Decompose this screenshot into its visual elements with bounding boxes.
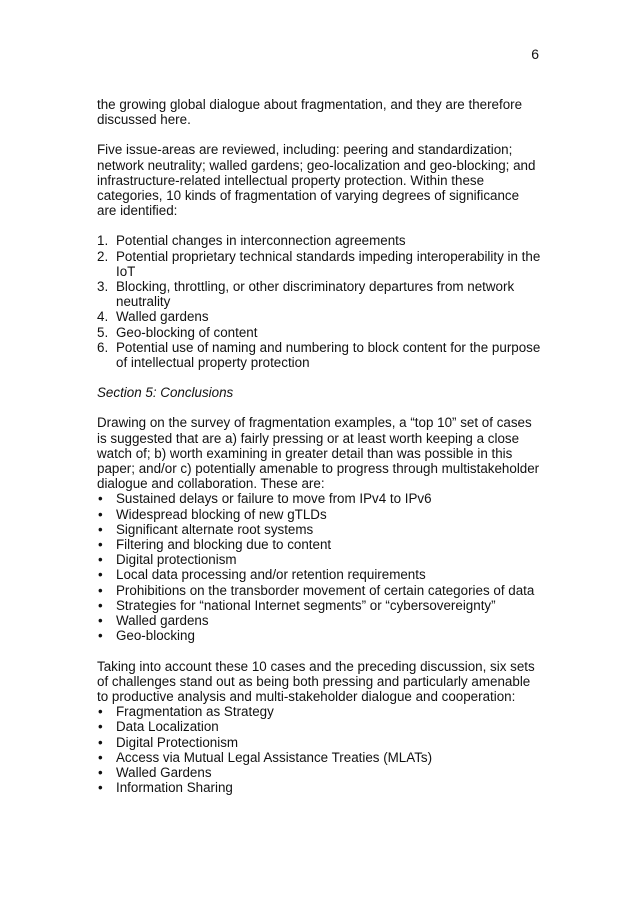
bullet-icon: •: [98, 613, 103, 629]
list-item-text: Blocking, throttling, or other discriminatory departures from network neutrality: [116, 279, 515, 310]
list-item-text: Filtering and blocking due to content: [116, 537, 332, 553]
top10-list-item: [97, 583, 542, 598]
challenge-list-item: [97, 765, 542, 780]
numbered-list-item: [97, 233, 542, 248]
list-item-text: Walled Gardens: [116, 764, 212, 780]
list-number: 3.: [97, 279, 109, 295]
bullet-icon: •: [98, 537, 103, 553]
top10-list-item: [97, 552, 542, 567]
challenge-list-item: [97, 719, 542, 734]
list-item-text: Digital Protectionism: [116, 734, 239, 750]
bullet-icon: •: [98, 749, 103, 765]
issue-areas-paragraph: Five issue-areas are reviewed, including: peering and standardization; network neutrality; walled gardens; geo-localization and geo-blocking; and infrastructure-related intellectual property protection. Within these categories, 10 kinds of fragmentation of varying degrees of significance are identified:: [97, 142, 536, 219]
bullet-icon: •: [98, 506, 103, 522]
list-item-text: Potential proprietary technical standards impeding interoperability in the IoT: [116, 248, 541, 279]
top10-list-item: [97, 537, 542, 552]
list-item-text: Information Sharing: [116, 780, 233, 796]
bullet-icon: •: [98, 582, 103, 598]
bullet-icon: •: [98, 734, 103, 750]
top10-list-item: [97, 628, 542, 643]
document-body: [97, 97, 542, 795]
list-number: 2.: [97, 248, 109, 264]
list-item-text: Access via Mutual Legal Assistance Treaties (MLATs): [116, 749, 433, 765]
list-number: 5.: [97, 324, 109, 340]
numbered-list-item: [97, 249, 542, 279]
bullet-icon: •: [98, 628, 103, 644]
list-item-text: Sustained delays or failure to move from IPv4 to IPv6: [116, 491, 432, 507]
challenge-list-item: [97, 780, 542, 795]
bullet-icon: •: [98, 597, 103, 613]
top10-cases-list: [97, 491, 542, 643]
bullet-icon: •: [98, 704, 103, 720]
bullet-icon: •: [98, 521, 103, 537]
top10-list-item: [97, 491, 542, 506]
top10-list-item: [97, 507, 542, 522]
fragmentation-kinds-list: [97, 233, 542, 370]
numbered-list-item: [97, 340, 542, 370]
list-item-text: Fragmentation as Strategy: [116, 704, 274, 720]
challenge-list-item: [97, 735, 542, 750]
top10-list-item: [97, 522, 542, 537]
list-item-text: Significant alternate root systems: [116, 521, 314, 537]
bullet-icon: •: [98, 491, 103, 507]
intro-paragraph: the growing global dialogue about fragmentation, and they are therefore discussed here.: [97, 97, 523, 128]
bullet-icon: •: [98, 764, 103, 780]
challenge-list-item: [97, 704, 542, 719]
list-item-text: Walled gardens: [116, 309, 209, 325]
list-item-text: Prohibitions on the transborder movement of certain categories of data: [116, 582, 535, 598]
list-item-text: Geo-blocking of content: [116, 324, 258, 340]
bullet-icon: •: [98, 552, 103, 568]
list-item-text: Digital protectionism: [116, 552, 237, 568]
list-item-text: Potential use of naming and numbering to block content for the purpose of intellectual property protection: [116, 339, 541, 371]
numbered-list-item: [97, 279, 542, 309]
list-item-text: Walled gardens: [116, 613, 209, 629]
numbered-list-item: [97, 309, 542, 324]
challenge-list-item: [97, 750, 542, 765]
bullet-icon: •: [98, 719, 103, 735]
list-number: 4.: [97, 309, 109, 325]
numbered-list-item: [97, 325, 542, 340]
bullet-icon: •: [98, 780, 103, 796]
page-number: 6: [531, 46, 539, 62]
list-item-text: Potential changes in interconnection agreements: [116, 233, 406, 249]
section-title: Section 5: Conclusions: [97, 385, 234, 401]
list-item-text: Data Localization: [116, 719, 219, 735]
list-item-text: Geo-blocking: [116, 628, 195, 644]
challenges-intro-paragraph: Taking into account these 10 cases and the preceding discussion, six sets of challenges stand out as being both pressing and particularly amenable to productive analysis and multi-stakeholder dialogue and cooperation:: [97, 658, 535, 704]
top10-intro-paragraph: Drawing on the survey of fragmentation examples, a “top 10” set of cases is suggested that are a) fairly pressing or at least worth keeping a close watch of; b) worth examining in greater detail than was possible in this paper; and/or c) potentially amenable to progress through multistakeholder dialogue and collaboration. These are:: [97, 415, 540, 492]
top10-list-item: [97, 613, 542, 628]
top10-list-item: [97, 598, 542, 613]
list-item-text: Strategies for “national Internet segments” or “cybersovereignty”: [116, 597, 496, 613]
list-number: 6.: [97, 339, 109, 355]
bullet-icon: •: [98, 567, 103, 583]
list-number: 1.: [97, 233, 109, 249]
challenges-list: [97, 704, 542, 795]
list-item-text: Widespread blocking of new gTLDs: [116, 506, 327, 522]
top10-list-item: [97, 567, 542, 582]
list-item-text: Local data processing and/or retention requirements: [116, 567, 426, 583]
